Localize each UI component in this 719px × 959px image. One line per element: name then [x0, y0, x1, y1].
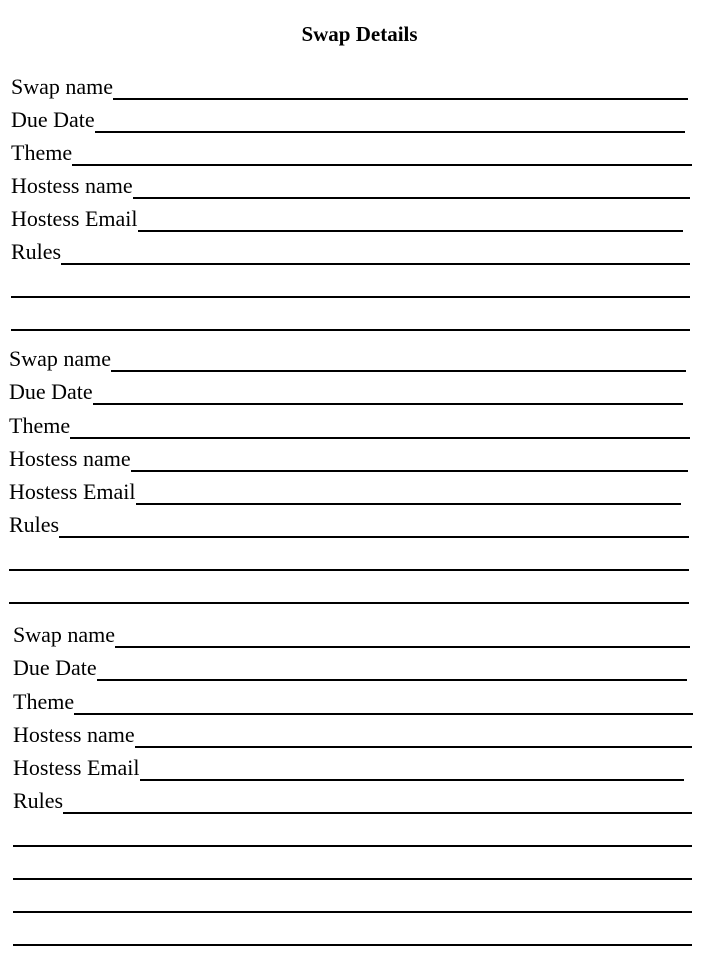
theme-field[interactable]: [74, 713, 693, 715]
swap-name-field[interactable]: [113, 98, 688, 100]
hostess-email-label: Hostess Email: [13, 755, 140, 780]
rules-label: Rules: [9, 512, 60, 537]
rules-extra-line[interactable]: [13, 845, 692, 847]
hostess-name-row: [13, 718, 692, 748]
hostess-email-row: [9, 475, 681, 505]
due-date-field[interactable]: [93, 403, 683, 405]
due-date-label: Due Date: [11, 107, 95, 132]
rules-field[interactable]: [61, 263, 690, 265]
rules-extra-line[interactable]: [9, 602, 689, 604]
theme-label: Theme: [13, 689, 75, 714]
due-date-row: [13, 651, 687, 681]
hostess-name-label: Hostess name: [13, 722, 135, 747]
swap-section-2: [9, 342, 690, 607]
hostess-name-field[interactable]: [133, 197, 690, 199]
rules-extra-line[interactable]: [11, 329, 690, 331]
rules-label: Rules: [13, 788, 64, 813]
swap-section-1: [11, 70, 692, 335]
theme-row: [13, 685, 693, 715]
swap-name-row: [11, 70, 688, 100]
hostess-email-row: [11, 202, 683, 232]
swap-name-label: Swap name: [13, 622, 116, 647]
hostess-name-label: Hostess name: [11, 173, 133, 198]
rules-extra-line[interactable]: [13, 944, 692, 946]
hostess-email-label: Hostess Email: [11, 206, 138, 231]
theme-field[interactable]: [72, 164, 692, 166]
page-title: Swap Details: [301, 22, 418, 46]
swap-name-label: Swap name: [9, 346, 112, 371]
hostess-email-field[interactable]: [140, 779, 685, 781]
due-date-row: [11, 103, 685, 133]
rules-row: [11, 235, 690, 265]
hostess-name-row: [11, 169, 690, 199]
due-date-label: Due Date: [9, 379, 93, 404]
rules-extra-line[interactable]: [13, 878, 692, 880]
theme-row: [11, 136, 692, 166]
swap-name-row: [13, 618, 690, 648]
rules-label: Rules: [11, 239, 62, 264]
theme-row: [9, 409, 690, 439]
swap-name-field[interactable]: [115, 646, 690, 648]
hostess-name-field[interactable]: [131, 470, 688, 472]
rules-row: [9, 508, 689, 538]
hostess-name-field[interactable]: [135, 746, 692, 748]
rules-extra-line[interactable]: [9, 569, 689, 571]
rules-field[interactable]: [59, 536, 689, 538]
hostess-email-label: Hostess Email: [9, 479, 136, 504]
hostess-email-field[interactable]: [136, 503, 682, 505]
due-date-field[interactable]: [97, 679, 687, 681]
hostess-email-field[interactable]: [138, 230, 684, 232]
hostess-name-label: Hostess name: [9, 446, 131, 471]
rules-field[interactable]: [63, 812, 692, 814]
rules-row: [13, 784, 692, 814]
swap-name-label: Swap name: [11, 74, 114, 99]
due-date-field[interactable]: [95, 131, 685, 133]
theme-label: Theme: [11, 140, 73, 165]
theme-label: Theme: [9, 413, 71, 438]
swap-section-3: [13, 618, 694, 950]
rules-extra-line[interactable]: [13, 911, 692, 913]
swap-name-field[interactable]: [111, 370, 686, 372]
theme-field[interactable]: [70, 437, 690, 439]
hostess-name-row: [9, 442, 688, 472]
due-date-row: [9, 375, 683, 405]
rules-extra-line[interactable]: [11, 296, 690, 298]
due-date-label: Due Date: [13, 655, 97, 680]
swap-name-row: [9, 342, 686, 372]
hostess-email-row: [13, 751, 684, 781]
